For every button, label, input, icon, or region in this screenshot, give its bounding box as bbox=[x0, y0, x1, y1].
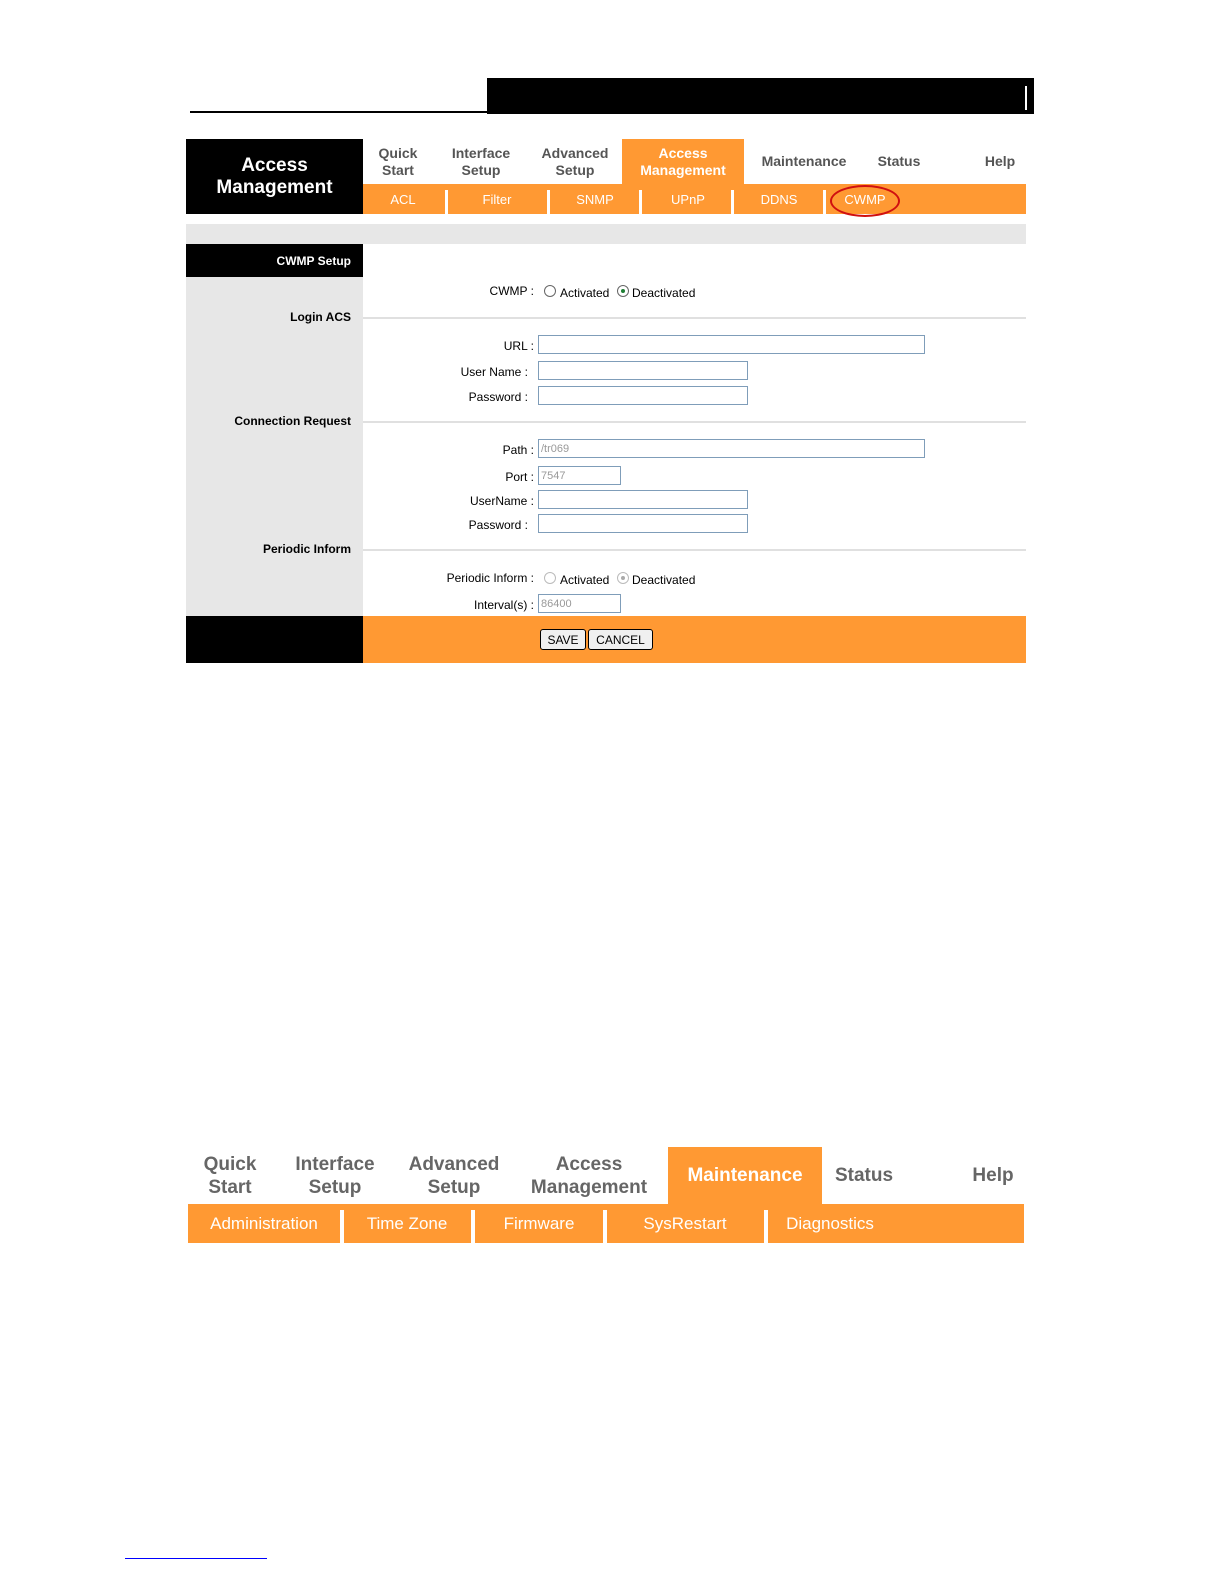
section-divider bbox=[363, 549, 1026, 551]
path-input[interactable] bbox=[538, 439, 925, 458]
section-connection-request: Connection Request bbox=[234, 414, 351, 428]
tab-advanced-setup[interactable]: Advanced Setup bbox=[408, 1153, 500, 1198]
tab-help[interactable]: Help bbox=[972, 1165, 1014, 1186]
sub-separator bbox=[823, 190, 826, 214]
header-underline bbox=[190, 111, 490, 113]
tab-quick-start[interactable]: Quick Start bbox=[203, 1153, 257, 1198]
tab-access-management[interactable]: Access Management bbox=[622, 139, 744, 184]
sub-separator bbox=[547, 190, 550, 214]
acs-username-input[interactable] bbox=[538, 361, 748, 380]
subtab-ddns[interactable]: DDNS bbox=[760, 191, 798, 207]
cwmp-deactivated-radio[interactable] bbox=[617, 285, 629, 297]
periodic-deactivated-radio[interactable] bbox=[617, 572, 629, 584]
cwmp-screenshot bbox=[186, 139, 1026, 663]
footer-left bbox=[186, 616, 363, 663]
sub-separator bbox=[445, 190, 448, 214]
interval-input[interactable] bbox=[538, 594, 621, 613]
section-periodic-inform: Periodic Inform bbox=[262, 542, 351, 556]
cr-password-label: Password : bbox=[468, 518, 528, 532]
acs-password-label: Password : bbox=[468, 390, 528, 404]
sub-separator bbox=[639, 190, 642, 214]
sub-nav bbox=[363, 184, 1026, 214]
port-label: Port : bbox=[505, 470, 534, 484]
subtab-time-zone[interactable]: Time Zone bbox=[366, 1213, 448, 1233]
subtab-firmware[interactable]: Firmware bbox=[503, 1213, 575, 1233]
tab-access-management[interactable]: Access Management bbox=[530, 1153, 648, 1198]
maintenance-sub-nav bbox=[188, 1204, 1024, 1243]
tab-status[interactable]: Status bbox=[834, 1165, 894, 1186]
tab-maintenance[interactable]: Maintenance bbox=[668, 1147, 822, 1204]
cancel-button[interactable]: CANCEL bbox=[588, 629, 653, 650]
save-button[interactable]: SAVE bbox=[540, 629, 586, 650]
sidebar bbox=[186, 244, 363, 616]
maintenance-nav-screenshot bbox=[188, 1147, 1024, 1243]
section-login-acs: Login ACS bbox=[290, 310, 351, 324]
subtab-snmp[interactable]: SNMP bbox=[576, 191, 614, 207]
tab-quick-start[interactable]: Quick Start bbox=[378, 144, 418, 178]
subtab-upnp[interactable]: UPnP bbox=[671, 191, 705, 207]
section-divider bbox=[363, 421, 1026, 423]
periodic-activated-radio[interactable] bbox=[544, 572, 556, 584]
tab-interface-setup[interactable]: Interface Setup bbox=[295, 1153, 375, 1198]
path-label: Path : bbox=[502, 443, 534, 457]
section-logo: Access Management bbox=[186, 139, 363, 214]
main-nav bbox=[363, 139, 1026, 184]
tab-advanced-setup[interactable]: Advanced Setup bbox=[541, 144, 609, 178]
cwmp-deactivated-label: Deactivated bbox=[632, 286, 696, 300]
cwmp-activated-radio[interactable] bbox=[544, 285, 556, 297]
highlight-circle bbox=[830, 185, 900, 217]
cwmp-label: CWMP : bbox=[489, 284, 534, 298]
header-bar-tick bbox=[1025, 86, 1027, 110]
subtab-sysrestart[interactable]: SysRestart bbox=[643, 1213, 727, 1233]
subtab-administration[interactable]: Administration bbox=[210, 1213, 318, 1233]
port-input[interactable] bbox=[538, 466, 621, 485]
periodic-inform-label: Periodic Inform : bbox=[446, 571, 534, 585]
subtab-diagnostics[interactable]: Diagnostics bbox=[786, 1213, 874, 1233]
subtab-acl[interactable]: ACL bbox=[390, 191, 416, 207]
tab-maintenance[interactable]: Maintenance bbox=[761, 153, 847, 169]
periodic-activated-label: Activated bbox=[560, 573, 610, 587]
spacer-band bbox=[186, 224, 1026, 244]
acs-username-label: User Name : bbox=[460, 365, 528, 379]
sidebar-title: CWMP Setup bbox=[186, 244, 363, 277]
footnote-rule bbox=[125, 1558, 267, 1559]
subtab-filter[interactable]: Filter bbox=[482, 191, 512, 207]
cr-password-input[interactable] bbox=[538, 514, 748, 533]
sub-separator bbox=[731, 190, 734, 214]
url-input[interactable] bbox=[538, 335, 925, 354]
subtab-cwmp[interactable]: CWMP bbox=[844, 191, 886, 207]
cr-username-label: UserName : bbox=[469, 494, 534, 508]
footer-bar bbox=[363, 616, 1026, 663]
tab-status[interactable]: Status bbox=[877, 153, 921, 169]
cr-username-input[interactable] bbox=[538, 490, 748, 509]
section-divider bbox=[363, 317, 1026, 319]
url-label: URL : bbox=[503, 339, 534, 353]
tab-interface-setup[interactable]: Interface Setup bbox=[451, 144, 511, 178]
interval-label: Interval(s) : bbox=[473, 598, 534, 612]
periodic-deactivated-label: Deactivated bbox=[632, 573, 696, 587]
acs-password-input[interactable] bbox=[538, 386, 748, 405]
cwmp-activated-label: Activated bbox=[560, 286, 610, 300]
header-black-bar bbox=[487, 78, 1034, 114]
tab-help[interactable]: Help bbox=[984, 153, 1016, 169]
